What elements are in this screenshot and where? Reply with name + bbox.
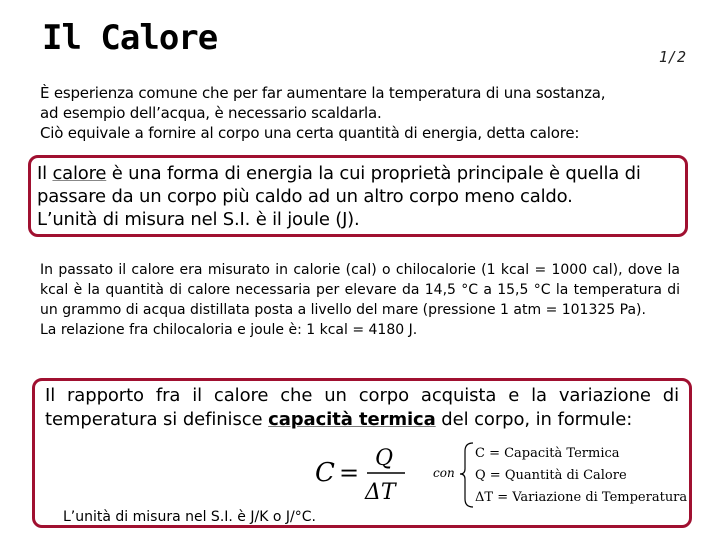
formula-equals: = xyxy=(339,459,360,487)
calore-term: calore xyxy=(52,163,107,184)
definition-line xyxy=(37,162,679,185)
formula-denominator: ΔT xyxy=(365,480,396,505)
legend-line: C = Capacità Termica xyxy=(475,446,620,461)
heat-capacity-text xyxy=(45,384,679,432)
formula-brace xyxy=(460,443,473,507)
definition-line: L’unità di misura nel S.I. è il joule (J). xyxy=(37,209,360,230)
formula-con: con xyxy=(433,466,455,480)
page-number: 1/2 xyxy=(658,48,686,66)
unit-note: L’unità di misura nel S.I. è J/K o J/°C. xyxy=(63,509,316,525)
intro-paragraph xyxy=(40,83,690,143)
intro-line: ad esempio dell’acqua, è necessario scaldarla. xyxy=(40,104,382,122)
page-title: Il Calore xyxy=(42,18,218,58)
history-paragraph xyxy=(40,260,680,340)
formula-numerator: Q xyxy=(375,446,394,471)
formula-lhs: C xyxy=(315,458,335,488)
definition-box xyxy=(28,155,688,237)
capacity-prefix: Il rapporto fra il calore che un corpo acquista e la variazione di temperatura si definisce xyxy=(45,385,679,430)
heat-capacity-box xyxy=(32,378,692,528)
definition-line: passare da un corpo più caldo ad un altro corpo meno caldo. xyxy=(37,186,573,207)
capacity-suffix: del corpo, in formule: xyxy=(435,409,633,430)
legend-line: Q = Quantità di Calore xyxy=(475,468,627,483)
capacita-termica-term: capacità termica xyxy=(268,409,436,430)
heat-capacity-formula xyxy=(315,439,695,509)
history-text: In passato il calore era misurato in calorie (cal) o chilocalorie (1 kcal = 1000 cal), dove la kcal è la quantità di calore necessaria per elevare da 14,5 °C a 15,5 °C la temperatura di un grammo di acqua distillata posta a livello del mare (pressione 1 atm = 101325 Pa). xyxy=(40,262,680,318)
definition-suffix: è una forma di energia la cui proprietà principale è quella di xyxy=(106,163,641,184)
intro-line: Ciò equivale a fornire al corpo una certa quantità di energia, detta calore: xyxy=(40,124,580,142)
legend-line: ΔT = Variazione di Temperatura xyxy=(475,490,688,505)
kcal-joule-relation: La relazione fra chilocaloria e joule è: 1 kcal = 4180 J. xyxy=(40,322,418,338)
formula-graphic xyxy=(315,439,695,509)
definition-prefix: Il xyxy=(37,163,53,184)
intro-line: È esperienza comune che per far aumentare la temperatura di una sostanza, xyxy=(40,84,606,102)
